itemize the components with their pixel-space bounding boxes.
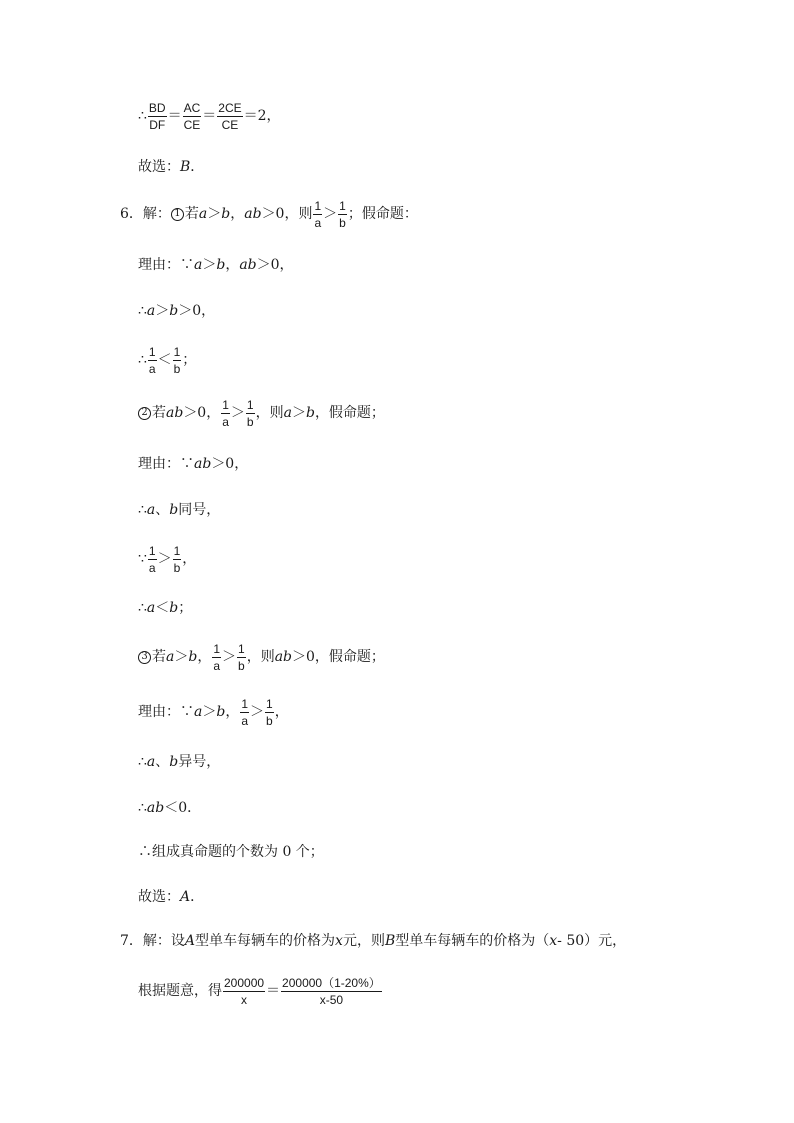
text-run: - 50）元， [557,933,627,949]
fraction-numerator: 1 [339,198,346,213]
fraction-denominator: b [246,414,254,429]
line-5 [138,291,215,331]
fraction-denominator: a [314,215,322,230]
math-variable: x [335,933,343,949]
fraction-denominator: x-50 [319,992,344,1007]
fraction-denominator: DF [149,117,166,132]
fraction [240,698,249,727]
text-run: ＞ [250,704,265,720]
text-run: 型单车每辆车的价格为 [195,933,336,949]
fraction-denominator: b [339,215,346,230]
text-run: 同号， [178,502,221,518]
text-run: ∵ [138,551,147,567]
text-run: ， [225,257,240,273]
line-18 [120,921,626,961]
math-variable: a [166,649,175,665]
text-run: ＞0， [183,405,221,421]
text-run: ＞0，假命题； [292,649,385,665]
text-run: ＜ [155,600,170,616]
text-run: ∴ [138,303,147,319]
math-variable: a [194,257,203,273]
fraction-numerator: 1 [173,543,181,558]
fraction-numerator: 1 [241,696,249,711]
math-variable: x [549,933,558,949]
fraction-denominator: a [213,658,221,673]
text-run: ＝ [202,108,217,124]
text-run: 、 [155,502,170,518]
text-run: 理由：∵ [138,704,194,720]
text-run: ＞ [323,206,338,222]
text-run: ，则 [246,649,275,665]
text-run: 元，则 [342,933,385,949]
text-run: ＞ [291,405,306,421]
text-run: ． [190,889,205,905]
fraction [265,698,274,727]
math-variable: A [180,889,191,905]
text-run: ＞ [155,303,170,319]
text-run: 理由：∵ [138,456,194,472]
text-run: ∴ [138,502,147,518]
math-variable: b [221,206,231,222]
fraction [281,977,382,1006]
fraction [223,977,265,1006]
fraction [148,545,157,574]
text-run: ＞ [222,649,237,665]
text-run: ∴ [138,600,147,616]
fraction-numerator: 1 [238,641,245,656]
text-run: ＝ [266,983,281,999]
text-run: 故选： [138,159,180,175]
text-run: 型单车每辆车的价格为（ [395,933,550,949]
math-variable: b [169,754,179,770]
text-run: ，假命题； [314,405,385,421]
text-run: ∴ [138,754,147,770]
line-1 [138,96,281,136]
text-run: ， [274,704,289,720]
math-variable: a [146,502,156,518]
text-run: ＞0， [178,303,216,319]
fraction-denominator: b [266,713,273,728]
text-run: ＞ [202,257,217,273]
math-variable: ab [239,257,257,273]
text-run: ＞0， [211,456,249,472]
fraction-numerator: 1 [246,397,254,412]
fraction [237,643,246,672]
math-variable: b [188,649,198,665]
math-variable: b [169,303,179,319]
math-variable: ab [194,456,212,472]
line-13 [138,692,289,732]
text-run: 故选： [138,889,180,905]
fraction [173,545,182,574]
fraction-denominator: b [238,658,245,673]
math-variable: b [305,405,315,421]
math-variable: b [216,704,226,720]
line-15 [138,788,201,828]
circled-number: 2 [138,407,151,420]
text-run: 异号， [178,754,221,770]
text-run: ＞0，则 [261,206,313,222]
circled-number: 1 [171,208,184,221]
fraction [313,200,322,229]
line-17 [138,877,204,917]
text-run: 若 [184,206,199,222]
text-run: ， [230,206,245,222]
line-10 [138,539,196,579]
math-variable: a [146,600,156,616]
math-variable: a [194,704,203,720]
line-8 [138,444,248,484]
math-variable: a [146,754,156,770]
fraction-numerator: 200000 [224,975,265,990]
fraction-numerator: AC [183,100,201,115]
math-variable: ab [146,800,165,816]
line-6 [138,340,196,380]
text-run: 若 [152,405,166,421]
math-variable: b [216,257,226,273]
math-variable: B [384,933,396,949]
fraction-numerator: 2CE [218,100,242,115]
fraction-numerator: BD [148,100,166,115]
fraction [338,200,347,229]
fraction-denominator: a [222,414,229,429]
text-run: ＞ [157,551,172,567]
line-16 [138,832,324,872]
fraction-denominator: x [241,992,248,1007]
fraction-numerator: 1 [148,543,156,558]
fraction [212,643,221,672]
fraction-denominator: b [173,361,181,376]
text-run: ， [182,551,197,567]
fraction-denominator: b [173,560,181,575]
math-variable: a [198,206,208,222]
math-variable: ab [244,206,262,222]
text-run: ＞ [207,206,222,222]
text-run: 根据题意，得 [138,983,222,999]
line-3 [120,194,418,234]
text-run: ∴ [138,108,147,124]
fraction-numerator: 1 [148,344,156,359]
text-run: 若 [152,649,166,665]
text-run: ∴ [138,352,147,368]
fraction [221,399,230,428]
math-variable: a [283,405,292,421]
fraction-denominator: a [241,713,249,728]
text-run: 、 [155,754,170,770]
line-19 [138,971,383,1011]
line-4 [138,245,294,285]
fraction [148,346,157,375]
line-12 [138,637,385,677]
math-variable: b [169,600,179,616]
fraction-denominator: a [148,560,156,575]
line-7 [138,393,385,433]
text-run: ＜ [157,352,172,368]
text-run: ； [182,352,197,368]
fraction-denominator: CE [221,117,239,132]
fraction [217,102,242,131]
math-variable: a [146,303,156,319]
fraction [173,346,182,375]
text-run: 理由：∵ [138,257,194,273]
text-run: ＝2， [243,108,281,124]
line-9 [138,490,220,530]
text-run: ＞ [174,649,189,665]
text-run: ， [197,649,212,665]
fraction-numerator: 1 [222,397,229,412]
text-run: ＞ [202,704,217,720]
fraction-numerator: 1 [173,344,181,359]
text-run: ＝ [167,108,182,124]
text-run: ＜0． [164,800,202,816]
text-run: ＞ [230,405,245,421]
fraction-numerator: 1 [213,641,221,656]
text-run: ＞0， [256,257,294,273]
text-run: ；假命题： [347,206,418,222]
text-run: ； [178,600,193,616]
math-variable: ab [166,405,184,421]
fraction-numerator: 200000（1-20%） [282,975,381,990]
math-variable: ab [274,649,293,665]
fraction [183,102,202,131]
line-14 [138,742,220,782]
text-run: ． [190,159,205,175]
math-variable: A [184,933,196,949]
text-run: ， [225,704,240,720]
text-run: 6．解： [120,206,171,222]
text-run: ，则 [255,405,284,421]
fraction-numerator: 1 [314,198,322,213]
line-11 [138,588,192,628]
fraction-denominator: CE [183,117,201,132]
fraction-numerator: 1 [266,696,273,711]
fraction [148,102,167,131]
text-run: ∴ [138,800,147,816]
math-variable: b [169,502,179,518]
circled-number: 3 [138,651,151,664]
line-2 [138,147,204,187]
text-run: ∴组成真命题的个数为 0 个； [138,844,324,860]
fraction [246,399,255,428]
fraction-denominator: a [148,361,156,376]
math-variable: B [180,159,191,175]
text-run: 7．解：设 [120,933,185,949]
